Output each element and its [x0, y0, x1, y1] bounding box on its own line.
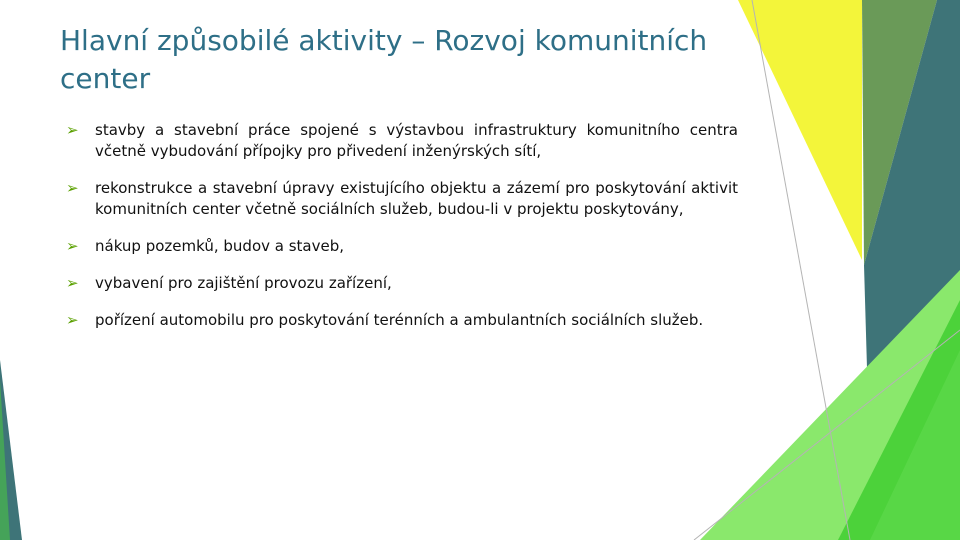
list-item [66, 236, 738, 257]
arrow-bullet-icon: ➢ [66, 274, 79, 292]
list-item-text: stavby a stavební práce spojené s výstavbou infrastruktury komunitního centra včetně vybudování přípojky pro přivedení inženýrských sítí, [95, 121, 738, 160]
arrow-bullet-icon: ➢ [66, 121, 79, 139]
arrow-bullet-icon: ➢ [66, 237, 79, 255]
list-item [66, 310, 738, 331]
slide-title: Hlavní způsobilé aktivity – Rozvoj komunitních center [60, 24, 708, 95]
list-item-text: rekonstrukce a stavební úpravy existujícího objektu a zázemí pro poskytování aktivit komunitních center včetně sociálních služeb, budou-li v projektu poskytovány, [95, 179, 738, 218]
list-item-text: vybavení pro zajištění provozu zařízení, [95, 274, 392, 292]
list-item-text: nákup pozemků, budov a staveb, [95, 237, 345, 255]
arrow-bullet-icon: ➢ [66, 311, 79, 329]
arrow-bullet-icon: ➢ [66, 179, 79, 197]
list-item-text: pořízení automobilu pro poskytování terénních a ambulantních sociálních služeb. [95, 311, 704, 329]
list-item [66, 273, 738, 294]
bullet-list [66, 120, 738, 331]
list-item [66, 120, 738, 162]
list-item [66, 178, 738, 220]
